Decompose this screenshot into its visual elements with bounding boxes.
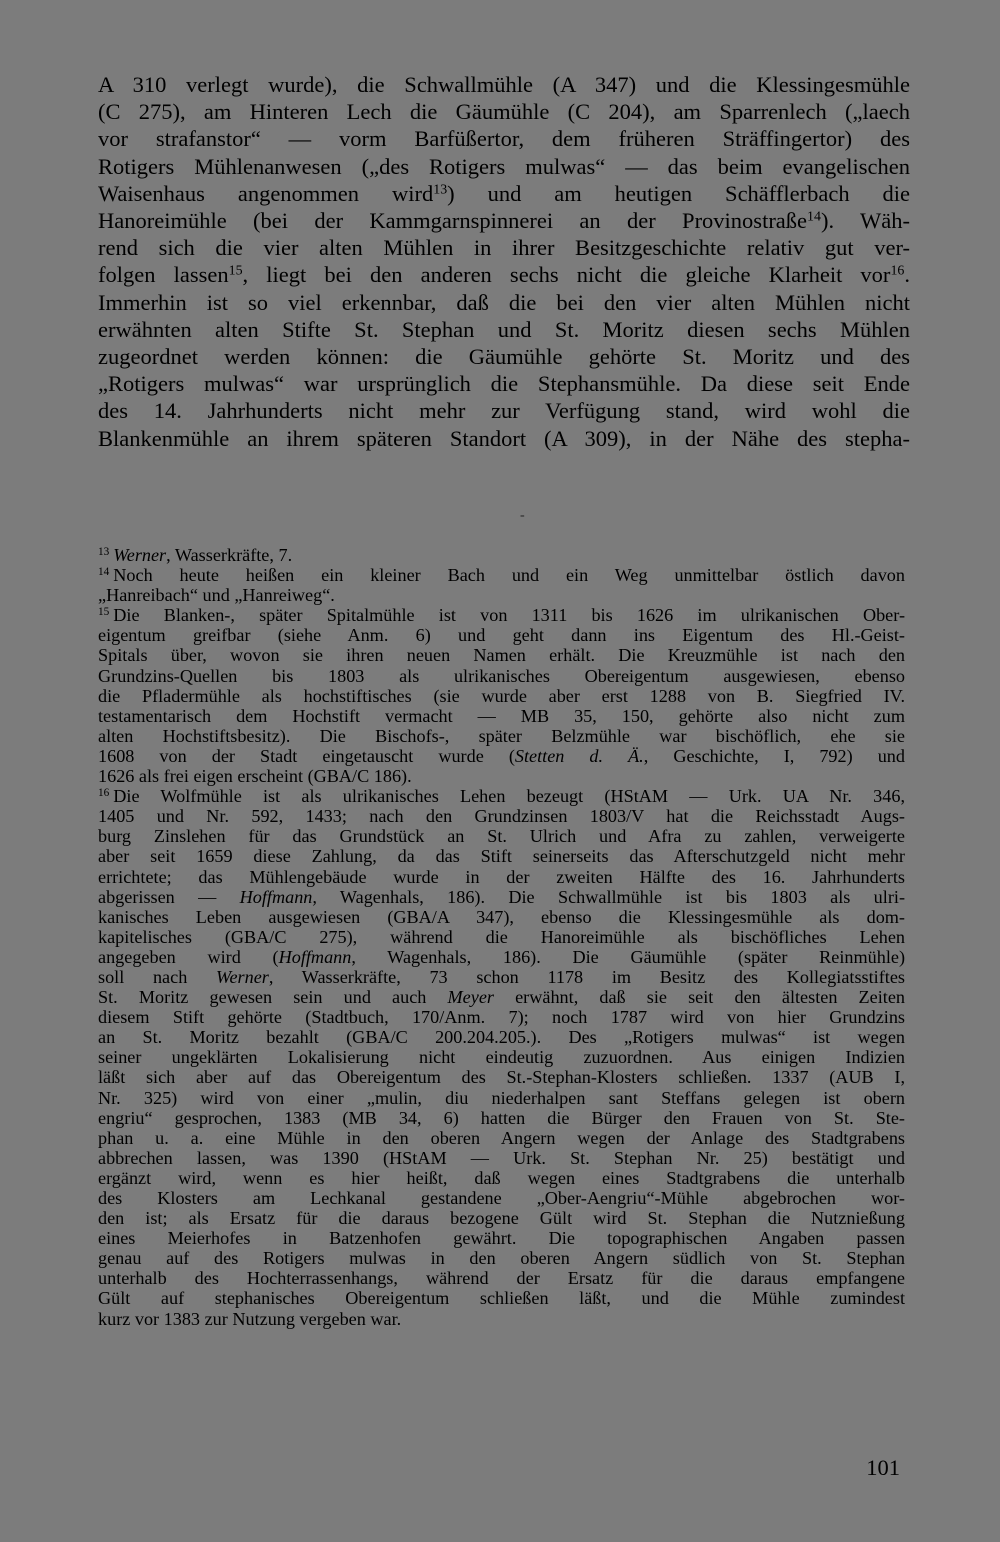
- footnote-line: abbrechen lassen, was 1390 (HStAM — Urk. St. Stephan Nr. 25) bestätigt und: [98, 1147, 905, 1168]
- footnote-line: die Pfladermühle als hochstiftisches (sie wurde aber erst 1288 von B. Siegfried IV.: [98, 685, 905, 706]
- body-line: A 310 verlegt wurde), die Schwallmühle (A 347) und die Klessingesmühle: [98, 72, 910, 97]
- footnote-line: Gült auf stephanisches Obereigentum schließen läßt, und die Mühle zumindest: [98, 1288, 905, 1309]
- footnote-line: abgerissen — Hoffmann, Wagenhals, 186). Die Schwallmühle ist bis 1803 als ulri-: [98, 886, 905, 907]
- footnote-line: an St. Moritz bezahlt (GBA/C 200.204.205.). Des „Rotigers mulwas“ ist wegen: [98, 1027, 905, 1048]
- footnote-line: den ist; als Ersatz für die daraus bezogene Gült wird St. Stephan die Nutznießung: [98, 1208, 905, 1229]
- footnote-line: ergänzt wird, wenn es hier heißt, daß wegen eines Stadtgrabens die unterhalb: [98, 1167, 905, 1188]
- footnote-line: Grundzins-Quellen bis 1803 als ulrikanisches Obereigentum ausgewiesen, ebenso: [98, 665, 905, 686]
- body-line: (C 275), am Hinteren Lech die Gäumühle (C 204), am Sparrenlech („laech: [98, 99, 910, 125]
- footnote-line: phan u. a. eine Mühle in den oberen Angern wegen der Anlage des Stadtgrabens: [98, 1127, 905, 1148]
- body-line: Waisenhaus angenommen wird$^{13}$) und am heutigen Schäfflerbach die: [98, 180, 910, 206]
- footnote-number: 15: [98, 606, 110, 619]
- footnote-line: $^{15}$ Die Blanken-, später Spitalmühle ist von 1311 bis 1626 im ulrikanischen Ober-: [98, 605, 905, 626]
- footnote-line: testamentarisch dem Hochstift vermacht — MB 35, 150, gehörte also nicht zum: [98, 705, 905, 726]
- footnote-line: $^{13}$ Werner, Wasserkräfte, 7.: [98, 545, 293, 565]
- footnote-reference: 13: [433, 182, 448, 198]
- footnote-number: 16: [98, 786, 110, 799]
- body-text: [98, 71, 910, 452]
- footnote-number: 14: [98, 565, 110, 578]
- footnote-line: engriu“ gesprochen, 1383 (MB 34, 6) hatten die Bürger den Frauen von St. Ste-: [98, 1107, 905, 1128]
- footnote-line: 1626 als frei eigen erscheint (GBA/C 186).: [98, 766, 412, 787]
- body-line: zugeordnet werden können: die Gäumühle gehörte St. Moritz und des: [98, 344, 910, 370]
- footnote-line: burg Zinslehen für das Grundstück an St. Ulrich und Afra zu zahlen, verweigerte: [98, 826, 905, 847]
- footnote-line: Nr. 325) wird von einer „mulin, diu niederhalpen sant Steffans gelegen ist obern: [98, 1087, 905, 1108]
- footnote-line: seiner ungeklärten Lokalisierung nicht eindeutig zuzuordnen. Aus einigen Indizien: [98, 1047, 905, 1068]
- footnote-line: kanisches Leben ausgewiesen (GBA/A 347), ebenso die Klessingesmühle als dom-: [98, 906, 905, 927]
- footnote-line: errichtete; das Mühlengebäude wurde in der zweiten Hälfte des 16. Jahrhunderts: [98, 866, 905, 887]
- body-line: vor strafanstor“ — vorm Barfüßertor, dem früheren Sträffingertor) des: [98, 126, 910, 152]
- body-line: rend sich die vier alten Mühlen in ihrer Besitzgeschichte relativ gut ver-: [98, 235, 910, 261]
- body-line: Blankenmühle an ihrem späteren Standort (A 309), in der Nähe des stepha-: [98, 425, 910, 451]
- footnote-line: kapitelisches (GBA/C 275), während die Hanoreimühle als bischöfliches Lehen: [98, 926, 905, 947]
- footnotes: [98, 545, 905, 1329]
- body-line: Immerhin ist so viel erkennbar, daß die bei den vier alten Mühlen nicht: [98, 289, 910, 315]
- footnote-line: $^{14}$ Noch heute heißen ein kleiner Bach und ein Weg unmittelbar östlich davon: [98, 565, 905, 586]
- body-line: Hanoreimühle (bei der Kammgarnspinnerei an der Provinostraße$^{14}$). Wäh-: [98, 208, 910, 234]
- footnote-line: St. Moritz gewesen sein und auch Meyer erwähnt, daß sie seit den ältesten Zeiten: [98, 987, 905, 1008]
- footnote-line: kurz vor 1383 zur Nutzung vergeben war.: [98, 1308, 402, 1329]
- footnote-line: 1405 und Nr. 592, 1433; nach den Grundzinsen 1803/V hat die Reichsstadt Augs-: [98, 806, 905, 827]
- body-line: „Rotigers mulwas“ war ursprünglich die Stephansmühle. Da diese seit Ende: [98, 371, 910, 397]
- body-line: des 14. Jahrhunderts nicht mehr zur Verfügung stand, wird wohl die: [98, 398, 910, 424]
- footnote-line: $^{16}$ Die Wolfmühle ist als ulrikanisches Lehen bezeugt (HStAM — Urk. UA Nr. 346,: [98, 786, 905, 807]
- footnote-line: genau auf des Rotigers mulwas in den oberen Angern südlich von St. Stephan: [98, 1248, 905, 1269]
- footnote-number: 13: [98, 545, 110, 558]
- footnote-reference: 15: [228, 263, 243, 279]
- footnote-line: Spitals über, wovon sie ihren neuen Namen erhält. Die Kreuzmühle ist nach den: [98, 645, 905, 666]
- footnote-line: soll nach Werner, Wasserkräfte, 73 schon 1178 im Besitz des Kollegiatsstiftes: [98, 966, 905, 987]
- footnote-line: angegeben wird (Hoffmann, Wagenhals, 186). Die Gäumühle (später Reinmühle): [98, 946, 906, 967]
- footnote-line: aber seit 1659 diese Zahlung, da das Stift seinerseits das Afterschutzgeld nicht mehr: [98, 846, 905, 867]
- body-line: erwähnten alten Stifte St. Stephan und St. Moritz diesen sechs Mühlen: [98, 316, 910, 342]
- separator-mark: -: [520, 508, 525, 523]
- footnote-line: des Klosters am Lechkanal gestandene „Ober-Aengriu“-Mühle abgebrochen wor-: [98, 1188, 905, 1208]
- footnote-line: eines Meierhofes in Batzenhofen gewährt. Die topographischen Angaben passen: [98, 1228, 905, 1249]
- footnote-line: eigentum greifbar (siehe Anm. 6) und geht dann ins Eigentum des Hl.-Geist-: [98, 625, 905, 646]
- footnote-line: „Hanreibach“ und „Hanreiweg“.: [98, 585, 335, 606]
- page-number: 101: [866, 1455, 900, 1480]
- footnote-reference: 16: [890, 263, 905, 279]
- body-line: Rotigers Mühlenanwesen („des Rotigers mulwas“ — das beim evangelischen: [98, 153, 910, 179]
- footnote-line: unterhalb des Hochterrassenhangs, während der Ersatz für die daraus empfangene: [98, 1268, 905, 1289]
- footnote-line: alten Hochstiftsbesitz). Die Bischofs-, später Belzmühle war bischöflich, ehe sie: [98, 725, 905, 746]
- footnote-line: diesem Stift gehörte (Stadtbuch, 170/Anm. 7); noch 1787 wird von hier Grundzins: [98, 1007, 905, 1028]
- footnote-line: 1608 von der Stadt eingetauscht wurde (Stetten d. Ä., Geschichte, I, 792) und: [98, 745, 905, 766]
- footnote-line: läßt sich aber auf das Obereigentum des St.-Stephan-Klosters schließen. 1337 (AUB I,: [98, 1067, 905, 1088]
- body-line: folgen lassen$^{15}$, liegt bei den anderen sechs nicht die gleiche Klarheit vor$^{16}$.: [98, 262, 910, 288]
- footnote-reference: 14: [807, 209, 821, 225]
